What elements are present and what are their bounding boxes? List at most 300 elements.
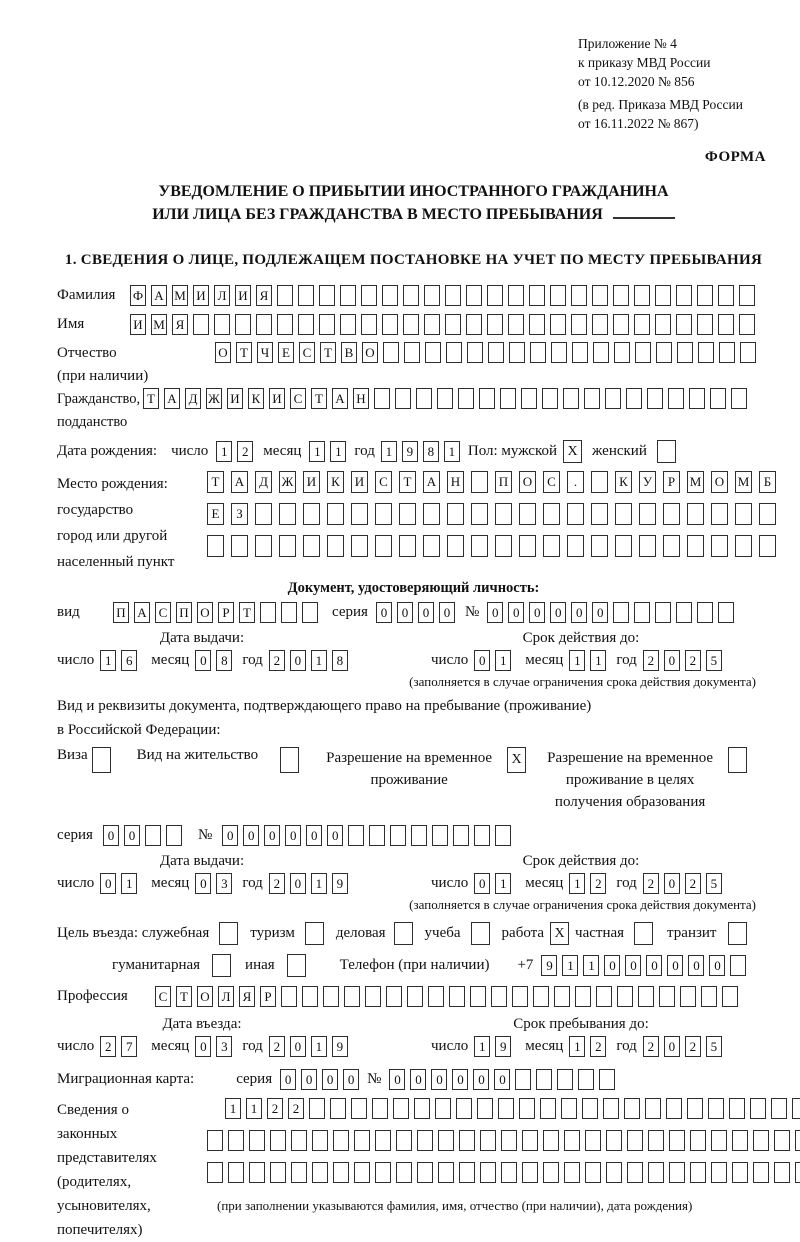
- char-cell[interactable]: [626, 388, 642, 409]
- char-cell[interactable]: [319, 285, 335, 306]
- char-cell[interactable]: [279, 503, 296, 525]
- char-cell[interactable]: [277, 285, 293, 306]
- char-cell[interactable]: [606, 1162, 622, 1183]
- char-cell[interactable]: 9: [495, 1036, 511, 1057]
- char-cell[interactable]: [361, 285, 377, 306]
- char-cell[interactable]: 0: [664, 650, 680, 671]
- char-cell[interactable]: [416, 388, 432, 409]
- char-cell[interactable]: 2: [590, 1036, 606, 1057]
- char-cell[interactable]: С: [290, 388, 306, 409]
- char-cell[interactable]: [722, 986, 738, 1007]
- char-cell[interactable]: [333, 1130, 349, 1151]
- char-cell[interactable]: [638, 986, 654, 1007]
- char-cell[interactable]: [435, 1098, 451, 1119]
- char-cell[interactable]: [668, 388, 684, 409]
- char-cell[interactable]: [424, 314, 440, 335]
- char-cell[interactable]: [369, 825, 385, 846]
- char-cell[interactable]: [591, 471, 608, 493]
- char-cell[interactable]: 3: [216, 1036, 232, 1057]
- char-cell[interactable]: [407, 986, 423, 1007]
- char-cell[interactable]: [792, 1098, 800, 1119]
- char-cell[interactable]: [543, 1162, 559, 1183]
- char-cell[interactable]: [759, 535, 776, 557]
- char-cell[interactable]: 1: [474, 1036, 490, 1057]
- char-cell[interactable]: [639, 503, 656, 525]
- char-cell[interactable]: [351, 535, 368, 557]
- char-cell[interactable]: [375, 503, 392, 525]
- char-cell[interactable]: [575, 986, 591, 1007]
- char-cell[interactable]: 0: [290, 650, 306, 671]
- char-cell[interactable]: [411, 825, 427, 846]
- char-cell[interactable]: 0: [625, 955, 641, 976]
- char-cell[interactable]: [395, 388, 411, 409]
- char-cell[interactable]: О: [215, 342, 231, 363]
- char-cell[interactable]: [470, 986, 486, 1007]
- char-cell[interactable]: [327, 503, 344, 525]
- char-cell[interactable]: 1: [569, 650, 585, 671]
- char-cell[interactable]: [298, 314, 314, 335]
- char-cell[interactable]: [399, 535, 416, 557]
- char-cell[interactable]: 1: [309, 441, 325, 462]
- char-cell[interactable]: [255, 503, 272, 525]
- char-cell[interactable]: Т: [176, 986, 192, 1007]
- char-cell[interactable]: [302, 986, 318, 1007]
- residence-permit-checkbox[interactable]: [280, 747, 299, 773]
- char-cell[interactable]: 0: [473, 1069, 489, 1090]
- char-cell[interactable]: 7: [121, 1036, 137, 1057]
- char-cell[interactable]: [519, 1098, 535, 1119]
- char-cell[interactable]: [309, 1098, 325, 1119]
- purpose-humanitarian-checkbox[interactable]: [212, 954, 231, 977]
- char-cell[interactable]: [480, 1162, 496, 1183]
- char-cell[interactable]: [698, 342, 714, 363]
- char-cell[interactable]: [795, 1130, 800, 1151]
- char-cell[interactable]: [277, 314, 293, 335]
- char-cell[interactable]: А: [134, 602, 150, 623]
- char-cell[interactable]: [501, 1130, 517, 1151]
- char-cell[interactable]: С: [543, 471, 560, 493]
- char-cell[interactable]: 8: [423, 441, 439, 462]
- char-cell[interactable]: [495, 503, 512, 525]
- char-cell[interactable]: 0: [327, 825, 343, 846]
- char-cell[interactable]: [554, 986, 570, 1007]
- char-cell[interactable]: [627, 1162, 643, 1183]
- purpose-private-checkbox[interactable]: [634, 922, 653, 945]
- char-cell[interactable]: А: [332, 388, 348, 409]
- char-cell[interactable]: Ч: [257, 342, 273, 363]
- char-cell[interactable]: 1: [311, 650, 327, 671]
- char-cell[interactable]: [740, 342, 756, 363]
- char-cell[interactable]: [260, 602, 276, 623]
- char-cell[interactable]: [404, 342, 420, 363]
- char-cell[interactable]: [606, 1130, 622, 1151]
- char-cell[interactable]: [449, 986, 465, 1007]
- char-cell[interactable]: Л: [218, 986, 234, 1007]
- char-cell[interactable]: 2: [269, 1036, 285, 1057]
- char-cell[interactable]: [386, 986, 402, 1007]
- char-cell[interactable]: [521, 388, 537, 409]
- char-cell[interactable]: 0: [389, 1069, 405, 1090]
- char-cell[interactable]: [732, 1130, 748, 1151]
- char-cell[interactable]: 5: [706, 650, 722, 671]
- char-cell[interactable]: Д: [185, 388, 201, 409]
- char-cell[interactable]: [592, 285, 608, 306]
- char-cell[interactable]: И: [351, 471, 368, 493]
- char-cell[interactable]: И: [193, 285, 209, 306]
- char-cell[interactable]: [500, 388, 516, 409]
- char-cell[interactable]: [729, 1098, 745, 1119]
- char-cell[interactable]: [466, 285, 482, 306]
- char-cell[interactable]: [424, 285, 440, 306]
- char-cell[interactable]: 1: [246, 1098, 262, 1119]
- char-cell[interactable]: 0: [604, 955, 620, 976]
- char-cell[interactable]: 1: [121, 873, 137, 894]
- char-cell[interactable]: [540, 1098, 556, 1119]
- char-cell[interactable]: [319, 314, 335, 335]
- char-cell[interactable]: [530, 342, 546, 363]
- char-cell[interactable]: [256, 314, 272, 335]
- char-cell[interactable]: [375, 535, 392, 557]
- char-cell[interactable]: 0: [431, 1069, 447, 1090]
- char-cell[interactable]: А: [423, 471, 440, 493]
- char-cell[interactable]: [732, 1162, 748, 1183]
- char-cell[interactable]: [571, 314, 587, 335]
- char-cell[interactable]: А: [164, 388, 180, 409]
- char-cell[interactable]: Т: [236, 342, 252, 363]
- char-cell[interactable]: 2: [685, 873, 701, 894]
- char-cell[interactable]: 0: [508, 602, 524, 623]
- char-cell[interactable]: [340, 314, 356, 335]
- char-cell[interactable]: 1: [495, 873, 511, 894]
- char-cell[interactable]: 9: [541, 955, 557, 976]
- char-cell[interactable]: [680, 986, 696, 1007]
- char-cell[interactable]: [719, 342, 735, 363]
- char-cell[interactable]: [774, 1130, 790, 1151]
- char-cell[interactable]: Е: [278, 342, 294, 363]
- char-cell[interactable]: 0: [664, 873, 680, 894]
- char-cell[interactable]: [564, 1130, 580, 1151]
- char-cell[interactable]: [508, 285, 524, 306]
- char-cell[interactable]: [533, 986, 549, 1007]
- char-cell[interactable]: [711, 1130, 727, 1151]
- char-cell[interactable]: [403, 285, 419, 306]
- char-cell[interactable]: [690, 1162, 706, 1183]
- purpose-study-checkbox[interactable]: [471, 922, 490, 945]
- char-cell[interactable]: [739, 285, 755, 306]
- char-cell[interactable]: [593, 342, 609, 363]
- char-cell[interactable]: Ж: [279, 471, 296, 493]
- char-cell[interactable]: [255, 535, 272, 557]
- char-cell[interactable]: [585, 1130, 601, 1151]
- char-cell[interactable]: [374, 388, 390, 409]
- char-cell[interactable]: [228, 1162, 244, 1183]
- char-cell[interactable]: П: [113, 602, 129, 623]
- char-cell[interactable]: С: [375, 471, 392, 493]
- char-cell[interactable]: [323, 986, 339, 1007]
- char-cell[interactable]: [635, 342, 651, 363]
- char-cell[interactable]: И: [227, 388, 243, 409]
- char-cell[interactable]: 9: [332, 1036, 348, 1057]
- char-cell[interactable]: [697, 285, 713, 306]
- char-cell[interactable]: [599, 1069, 615, 1090]
- char-cell[interactable]: П: [176, 602, 192, 623]
- char-cell[interactable]: 1: [381, 441, 397, 462]
- char-cell[interactable]: [348, 825, 364, 846]
- char-cell[interactable]: [677, 342, 693, 363]
- char-cell[interactable]: [753, 1162, 769, 1183]
- char-cell[interactable]: 0: [494, 1069, 510, 1090]
- char-cell[interactable]: [663, 535, 680, 557]
- char-cell[interactable]: [710, 388, 726, 409]
- char-cell[interactable]: [697, 602, 713, 623]
- char-cell[interactable]: [648, 1130, 664, 1151]
- char-cell[interactable]: Е: [207, 503, 224, 525]
- char-cell[interactable]: Ж: [206, 388, 222, 409]
- char-cell[interactable]: Т: [239, 602, 255, 623]
- char-cell[interactable]: 0: [301, 1069, 317, 1090]
- char-cell[interactable]: [445, 314, 461, 335]
- char-cell[interactable]: И: [130, 314, 146, 335]
- char-cell[interactable]: Р: [218, 602, 234, 623]
- char-cell[interactable]: К: [615, 471, 632, 493]
- char-cell[interactable]: 1: [225, 1098, 241, 1119]
- char-cell[interactable]: [561, 1098, 577, 1119]
- char-cell[interactable]: [456, 1098, 472, 1119]
- rvp-education-checkbox[interactable]: [728, 747, 747, 773]
- char-cell[interactable]: [235, 314, 251, 335]
- char-cell[interactable]: В: [341, 342, 357, 363]
- char-cell[interactable]: 0: [592, 602, 608, 623]
- char-cell[interactable]: 2: [237, 441, 253, 462]
- char-cell[interactable]: [471, 503, 488, 525]
- char-cell[interactable]: 0: [222, 825, 238, 846]
- char-cell[interactable]: [477, 1098, 493, 1119]
- char-cell[interactable]: 0: [376, 602, 392, 623]
- char-cell[interactable]: [249, 1162, 265, 1183]
- char-cell[interactable]: [647, 388, 663, 409]
- char-cell[interactable]: [666, 1098, 682, 1119]
- char-cell[interactable]: [458, 388, 474, 409]
- char-cell[interactable]: [403, 314, 419, 335]
- char-cell[interactable]: [711, 535, 728, 557]
- char-cell[interactable]: [466, 314, 482, 335]
- char-cell[interactable]: 0: [418, 602, 434, 623]
- char-cell[interactable]: [735, 535, 752, 557]
- char-cell[interactable]: [655, 314, 671, 335]
- char-cell[interactable]: 9: [332, 873, 348, 894]
- char-cell[interactable]: [453, 825, 469, 846]
- char-cell[interactable]: [519, 535, 536, 557]
- char-cell[interactable]: [340, 285, 356, 306]
- char-cell[interactable]: [567, 503, 584, 525]
- char-cell[interactable]: [613, 314, 629, 335]
- char-cell[interactable]: М: [687, 471, 704, 493]
- char-cell[interactable]: П: [495, 471, 512, 493]
- char-cell[interactable]: [634, 602, 650, 623]
- char-cell[interactable]: 0: [195, 1036, 211, 1057]
- char-cell[interactable]: [615, 535, 632, 557]
- char-cell[interactable]: [501, 1162, 517, 1183]
- char-cell[interactable]: [312, 1130, 328, 1151]
- rvp-checkbox[interactable]: X: [507, 747, 526, 773]
- char-cell[interactable]: [627, 1130, 643, 1151]
- char-cell[interactable]: 1: [100, 650, 116, 671]
- char-cell[interactable]: 2: [288, 1098, 304, 1119]
- char-cell[interactable]: [471, 535, 488, 557]
- char-cell[interactable]: [487, 285, 503, 306]
- char-cell[interactable]: [795, 1162, 800, 1183]
- char-cell[interactable]: [701, 986, 717, 1007]
- char-cell[interactable]: 1: [569, 1036, 585, 1057]
- char-cell[interactable]: [495, 825, 511, 846]
- char-cell[interactable]: 0: [474, 650, 490, 671]
- char-cell[interactable]: 0: [667, 955, 683, 976]
- char-cell[interactable]: [508, 314, 524, 335]
- char-cell[interactable]: [445, 285, 461, 306]
- char-cell[interactable]: О: [362, 342, 378, 363]
- char-cell[interactable]: [669, 1162, 685, 1183]
- purpose-other-checkbox[interactable]: [287, 954, 306, 977]
- char-cell[interactable]: [333, 1162, 349, 1183]
- char-cell[interactable]: 1: [590, 650, 606, 671]
- char-cell[interactable]: 1: [330, 441, 346, 462]
- char-cell[interactable]: 2: [685, 1036, 701, 1057]
- char-cell[interactable]: [432, 825, 448, 846]
- char-cell[interactable]: А: [151, 285, 167, 306]
- char-cell[interactable]: [584, 388, 600, 409]
- char-cell[interactable]: 8: [216, 650, 232, 671]
- char-cell[interactable]: 0: [410, 1069, 426, 1090]
- char-cell[interactable]: [613, 285, 629, 306]
- char-cell[interactable]: 0: [550, 602, 566, 623]
- char-cell[interactable]: [474, 825, 490, 846]
- char-cell[interactable]: 0: [343, 1069, 359, 1090]
- char-cell[interactable]: 3: [216, 873, 232, 894]
- char-cell[interactable]: [298, 285, 314, 306]
- char-cell[interactable]: [596, 986, 612, 1007]
- char-cell[interactable]: [207, 1130, 223, 1151]
- purpose-work-checkbox[interactable]: X: [550, 922, 569, 945]
- purpose-tourism-checkbox[interactable]: [305, 922, 324, 945]
- char-cell[interactable]: [634, 314, 650, 335]
- char-cell[interactable]: [550, 314, 566, 335]
- char-cell[interactable]: 0: [664, 1036, 680, 1057]
- sex-male-checkbox[interactable]: X: [563, 440, 582, 463]
- char-cell[interactable]: Т: [143, 388, 159, 409]
- char-cell[interactable]: [312, 1162, 328, 1183]
- char-cell[interactable]: [774, 1162, 790, 1183]
- char-cell[interactable]: 1: [562, 955, 578, 976]
- char-cell[interactable]: [529, 285, 545, 306]
- char-cell[interactable]: 0: [487, 602, 503, 623]
- char-cell[interactable]: [718, 314, 734, 335]
- char-cell[interactable]: Н: [353, 388, 369, 409]
- char-cell[interactable]: С: [299, 342, 315, 363]
- char-cell[interactable]: [383, 342, 399, 363]
- char-cell[interactable]: [382, 285, 398, 306]
- char-cell[interactable]: 0: [290, 1036, 306, 1057]
- char-cell[interactable]: 2: [643, 873, 659, 894]
- char-cell[interactable]: [536, 1069, 552, 1090]
- char-cell[interactable]: 0: [264, 825, 280, 846]
- char-cell[interactable]: И: [235, 285, 251, 306]
- char-cell[interactable]: [687, 535, 704, 557]
- char-cell[interactable]: 1: [569, 873, 585, 894]
- char-cell[interactable]: К: [327, 471, 344, 493]
- char-cell[interactable]: [249, 1130, 265, 1151]
- char-cell[interactable]: [730, 955, 746, 976]
- char-cell[interactable]: [488, 342, 504, 363]
- char-cell[interactable]: [563, 388, 579, 409]
- char-cell[interactable]: [753, 1130, 769, 1151]
- char-cell[interactable]: [480, 1130, 496, 1151]
- char-cell[interactable]: [512, 986, 528, 1007]
- char-cell[interactable]: [291, 1162, 307, 1183]
- char-cell[interactable]: [676, 602, 692, 623]
- char-cell[interactable]: 2: [590, 873, 606, 894]
- char-cell[interactable]: [437, 388, 453, 409]
- char-cell[interactable]: [515, 1069, 531, 1090]
- char-cell[interactable]: [207, 1162, 223, 1183]
- char-cell[interactable]: [735, 503, 752, 525]
- purpose-official-checkbox[interactable]: [219, 922, 238, 945]
- char-cell[interactable]: [645, 1098, 661, 1119]
- char-cell[interactable]: Я: [239, 986, 255, 1007]
- char-cell[interactable]: [330, 1098, 346, 1119]
- char-cell[interactable]: 0: [322, 1069, 338, 1090]
- char-cell[interactable]: [291, 1130, 307, 1151]
- char-cell[interactable]: 0: [571, 602, 587, 623]
- char-cell[interactable]: [491, 986, 507, 1007]
- char-cell[interactable]: [302, 602, 318, 623]
- char-cell[interactable]: Н: [447, 471, 464, 493]
- char-cell[interactable]: [605, 388, 621, 409]
- char-cell[interactable]: 0: [397, 602, 413, 623]
- char-cell[interactable]: [495, 535, 512, 557]
- char-cell[interactable]: [578, 1069, 594, 1090]
- char-cell[interactable]: [519, 503, 536, 525]
- char-cell[interactable]: [382, 314, 398, 335]
- char-cell[interactable]: [207, 535, 224, 557]
- char-cell[interactable]: [354, 1130, 370, 1151]
- char-cell[interactable]: 5: [706, 1036, 722, 1057]
- char-cell[interactable]: 2: [267, 1098, 283, 1119]
- char-cell[interactable]: 1: [444, 441, 460, 462]
- char-cell[interactable]: Т: [320, 342, 336, 363]
- visa-checkbox[interactable]: [92, 747, 111, 773]
- char-cell[interactable]: [417, 1162, 433, 1183]
- char-cell[interactable]: 2: [269, 873, 285, 894]
- char-cell[interactable]: Р: [663, 471, 680, 493]
- char-cell[interactable]: [711, 503, 728, 525]
- char-cell[interactable]: 2: [269, 650, 285, 671]
- char-cell[interactable]: [522, 1162, 538, 1183]
- char-cell[interactable]: [399, 503, 416, 525]
- char-cell[interactable]: [687, 1098, 703, 1119]
- char-cell[interactable]: [396, 1162, 412, 1183]
- char-cell[interactable]: [459, 1162, 475, 1183]
- char-cell[interactable]: [487, 314, 503, 335]
- char-cell[interactable]: К: [248, 388, 264, 409]
- char-cell[interactable]: [656, 342, 672, 363]
- char-cell[interactable]: [613, 602, 629, 623]
- char-cell[interactable]: [423, 535, 440, 557]
- char-cell[interactable]: М: [151, 314, 167, 335]
- char-cell[interactable]: Т: [207, 471, 224, 493]
- char-cell[interactable]: [585, 1162, 601, 1183]
- char-cell[interactable]: [639, 535, 656, 557]
- char-cell[interactable]: [390, 825, 406, 846]
